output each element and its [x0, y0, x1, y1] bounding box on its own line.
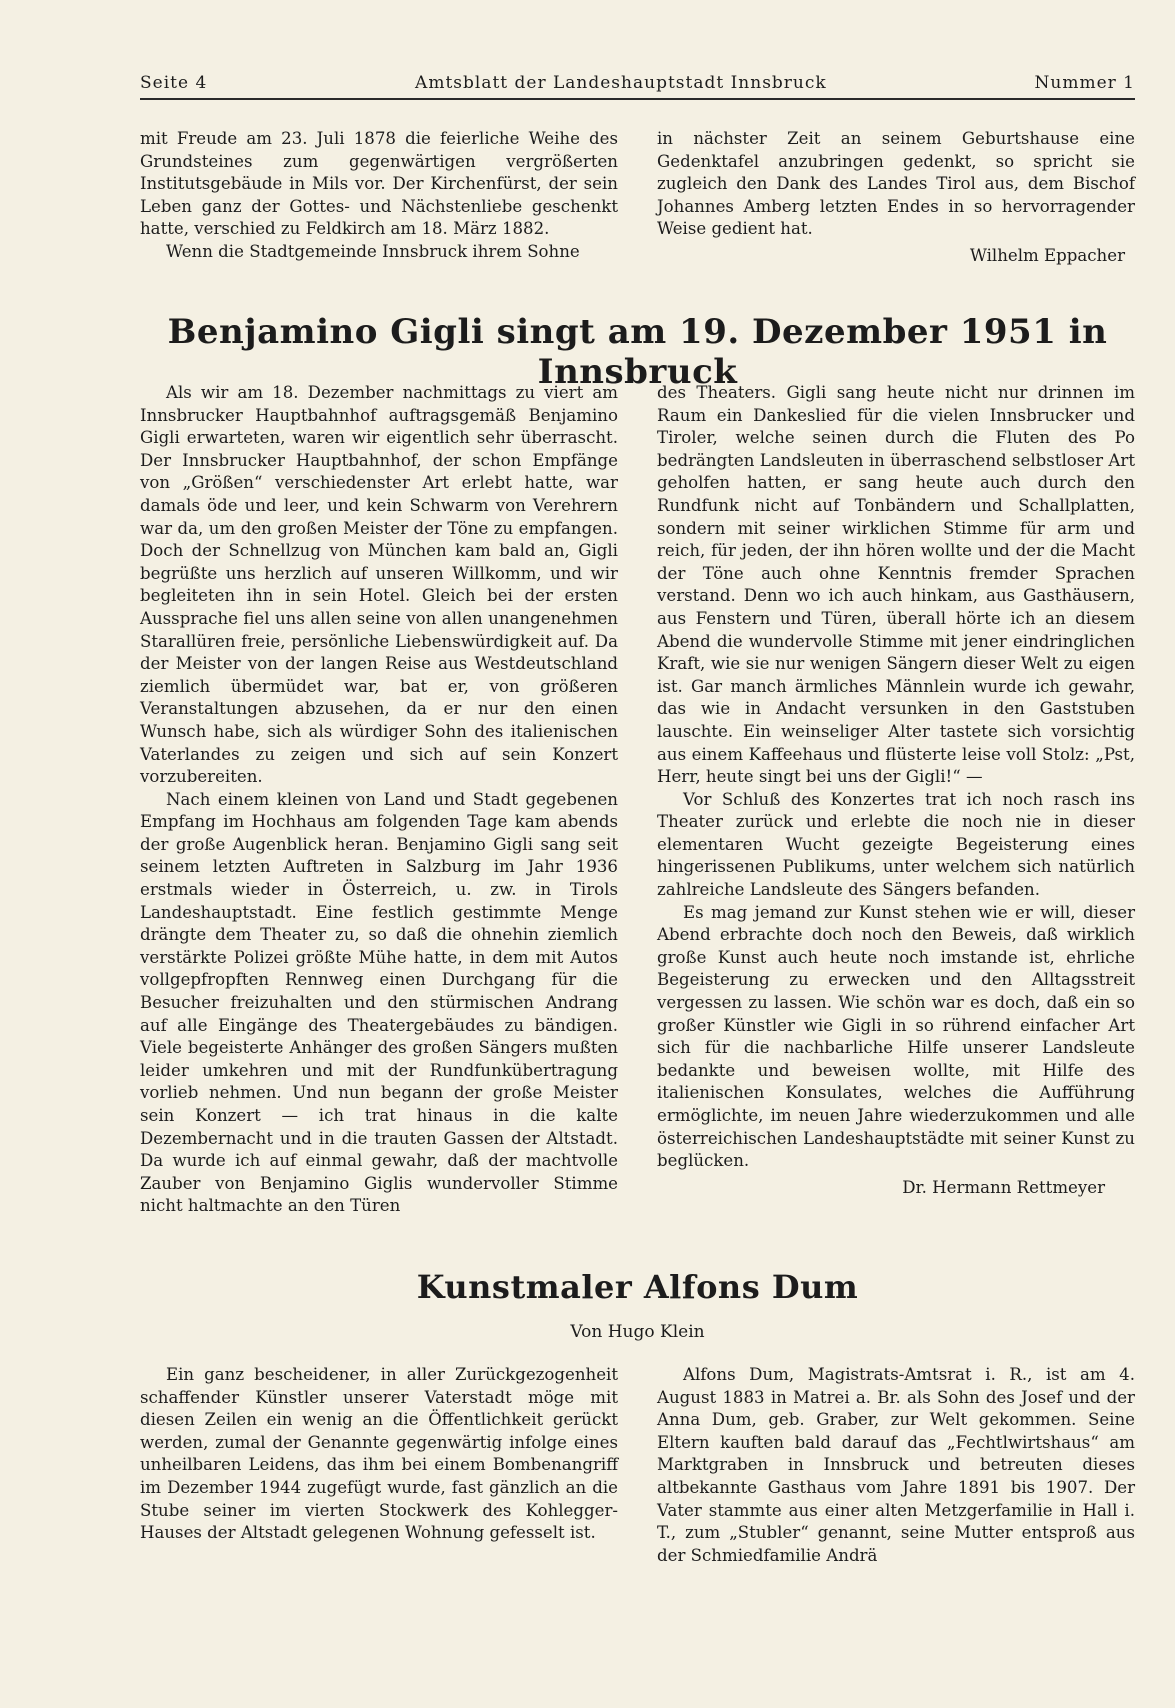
paragraph: Als wir am 18. Dezember nachmittags zu viert am Innsbrucker Hauptbahnhof auftragsgemäß Benjamino Gigli erwarteten, waren wir eigentlich sehr überrascht. Der Innsbrucker Hauptbahnhof, der schon Empfänge von „Größen“ verschiedenster Art erlebt hatte, war damals öde und leer, und kein Schwarm von Verehrern war da, um den großen Meister der Töne zu empfangen. Doch der Schnellzug von München kam bald an, Gigli begrüßte uns herzlich auf unseren Willkomm, und wir begleiteten ihn in sein Hotel. Gleich bei der ersten Aussprache fiel uns allen seine von allen unangenehmen Starallüren freie, persönliche Liebenswürdigkeit auf. Da der Meister von der langen Reise aus Westdeutschland ziemlich übermüdet war, bat er, von größeren Veranstaltungen abzusehen, da er nur den einen Wunsch habe, sich als würdiger Sohn des italienischen Vaterlandes zu zeigen und sich auf sein Konzert vorzubereiten. — [140, 383, 618, 787]
dum-article-col2 — [657, 1364, 1135, 1567]
author-signature: Wilhelm Eppacher — [969, 245, 1125, 265]
paragraph: des Theaters. Gigli sang heute nicht nur drinnen im Raum ein Dankeslied für die vielen Innsbrucker und Tiroler, welche seinen durch die Fluten des Po bedrängten Landsleuten in überraschend selbstloser Art geholfen hatten, er sang heute auch durch den Rundfunk nicht auf Tonbändern und Schallplatten, sondern mit seiner wirklichen Stimme für arm und reich, für jeden, der ihn hören wollte und der die Macht der Töne auch ohne Kenntnis fremder Sprachen verstand. Denn wo ich auch hinkam, aus Gasthäusern, aus Fenstern und Türen, überall hörte ich an diesem Abend die wundervolle Stimme mit jener eindringlichen Kraft, wie sie nur wenigen Sängern dieser Welt zu eigen ist. Gar manch ärmliches Männlein wurde ich gewahr, das wie in Andacht versunken in den Gaststuben lauschte. Ein weinseliger Alter tastete sich vorsichtig aus einem Kaffeehaus und flüsterte leise voll Stolz: „Pst, Herr, heute singt bei uns der Gigli!“ — — [657, 383, 1135, 787]
dum-article — [140, 1364, 1135, 1567]
top-article-col1 — [140, 128, 618, 268]
dum-article-col1 — [140, 1364, 618, 1567]
paragraph: in nächster Zeit an seinem Geburtshause eine Gedenktafel anzubringen gedenkt, so spricht sie zugleich den Dank des Landes Tirol aus, dem Bischof Johannes Amberg letzten Endes in so hervorragender Weise gedient hat. — [657, 129, 1135, 239]
publication-title: Amtsblatt der Landeshauptstadt Innsbruck — [415, 73, 827, 93]
paragraph: Vor Schluß des Konzertes trat ich noch rasch ins Theater zurück und erlebte die noch nie in dieser elementaren Wucht gezeigte Begeisterung eines hingerissenen Publikums, unter welchem sich natürlich zahlreiche Landsleute des Sängers befanden. — [657, 789, 1135, 900]
top-article — [140, 128, 1135, 268]
page-header — [140, 68, 1135, 100]
paragraph: Nach einem kleinen von Land und Stadt gegebenen Empfang im Hochhaus am folgenden Tage kam abends der große Augenblick heran. Benjamino Gigli sang seit seinem letzten Auftreten in Salzburg im Jahr 1936 erstmals wieder in Österreich, u. zw. in Tirols Landeshauptstadt. Eine festlich gestimmte Menge drängte dem Theater zu, so daß die ohnehin ziemlich verstärkte Polizei größte Mühe hatte, in dem mit Autos vollgepfropften Rennweg einen Durchgang für die Besucher freizuhalten und den stürmischen Andrang auf alle Eingänge des Theatergebäudes zu bändigen. Viele begeisterte Anhänger des großen Sängers mußten leider umkehren und mit der Rundfunkübertragung vorlieb nehmen. Und nun begann der große Meister sein Konzert — ich trat hinaus in die kalte Dezembernacht und in die trauten Gassen der Altstadt. Da wurde ich auf einmal gewahr, daß der machtvolle Zauber von Benjamino Giglis wundervoller Stimme nicht haltmachte an den Türen — [140, 789, 618, 1216]
issue-number: Nummer 1 — [1034, 73, 1135, 93]
article-title: Kunstmaler Alfons Dum — [416, 1268, 859, 1306]
paragraph: Wenn die Stadtgemeinde Innsbruck ihrem Sohne — [166, 241, 580, 261]
top-article-col2 — [657, 128, 1135, 268]
paragraph: Ein ganz bescheidener, in aller Zurückgezogenheit schaffender Künstler unserer Vaterstadt möge mit diesen Zeilen ein wenig an die Öffentlichkeit gerückt werden, zumal der Genannte gegenwärtig infolge eines unheilbaren Leidens, das ihm bei einem Bombenangriff im Dezember 1944 zugefügt wurde, fast gänzlich an die Stube seiner im vierten Stockwerk des Kohlegger-Hauses der Altstadt gelegenen Wohnung gefesselt ist. — [140, 1365, 618, 1543]
paragraph: mit Freude am 23. Juli 1878 die feierliche Weihe des Grundsteines zum gegenwärtigen vergrößerten Institutsgebäude in Mils vor. Der Kirchenfürst, der sein Leben ganz der Gottes- und Nächstenliebe geschenkt hatte, verschied zu Feldkirch am 18. März 1882. — [140, 129, 618, 239]
paragraph: Es mag jemand zur Kunst stehen wie er will, dieser Abend erbrachte doch noch den Beweis, daß wirklich große Kunst auch heute noch imstande ist, ehrliche Begeisterung zu erwecken und den Alltagsstreit vergessen zu lassen. Wie schön war es doch, daß ein so großer Künstler wie Gigli in so rührend einfacher Art sich für die nachbarliche Hilfe unserer Landsleute bedankte und beweisen wollte, mit Hilfe des italienischen Konsulates, welches die Aufführung ermöglichte, im neuen Jahre wiederzukommen und alle österreichischen Landeshauptstädte mit seiner Kunst zu beglücken. — [657, 902, 1135, 1171]
paragraph: Alfons Dum, Magistrats-Amtsrat i. R., ist am 4. August 1883 in Matrei a. Br. als Sohn des Josef und der Anna Dum, geb. Graber, zur Welt gekommen. Seine Eltern kauften bald darauf das „Fechtlwirtshaus“ am Marktgraben in Innsbruck und betreuten dieses altbekannte Gasthaus vom Jahre 1891 bis 1907. Der Vater stammte aus einer alten Metzgerfamilie in Hall i. T., zum „Stubler“ genannt, seine Mutter entsproß aus der Schmiedfamilie Andrä — [657, 1365, 1135, 1565]
author-signature: Dr. Hermann Rettmeyer — [902, 1177, 1105, 1197]
page-number: Seite 4 — [140, 73, 208, 93]
article-byline: Von Hugo Klein — [570, 1322, 705, 1342]
gigli-article — [140, 382, 1135, 1218]
gigli-article-col1 — [140, 382, 618, 1218]
gigli-article-col2 — [657, 382, 1135, 1218]
article-title: Benjamino Gigli singt am 19. Dezember 1951 in Innsbruck — [167, 312, 1108, 392]
